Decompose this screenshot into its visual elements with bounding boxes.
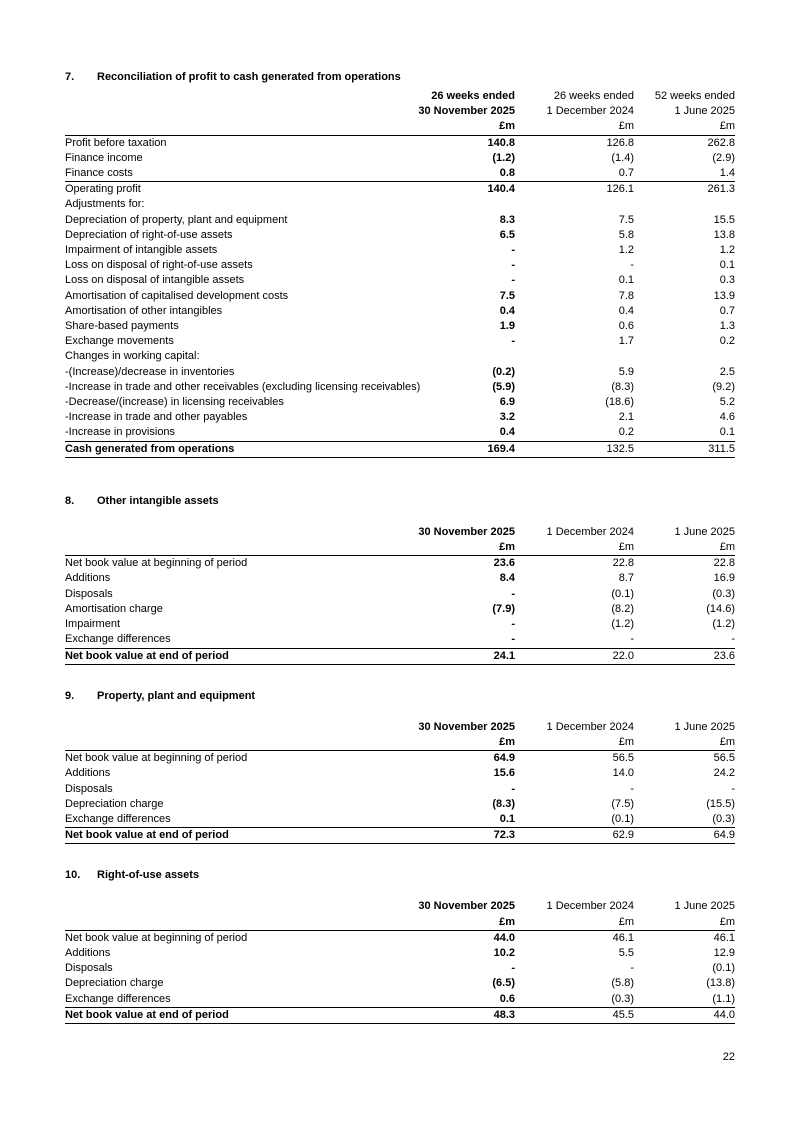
row-label: Depreciation charge <box>65 977 164 990</box>
row-value: 23.6 <box>493 557 515 570</box>
table-header-spacer <box>65 720 395 735</box>
row-label: Share-based payments <box>65 320 179 333</box>
row-value: - <box>511 259 515 272</box>
row-value: - <box>511 244 515 257</box>
table-header-cell: 1 June 2025 <box>674 525 735 538</box>
row-value: 16.9 <box>713 572 735 585</box>
table-row <box>65 273 735 288</box>
note-number: 8. <box>65 494 75 507</box>
row-value: (7.5) <box>611 797 634 810</box>
table-header-cell: 1 December 2024 <box>546 900 634 913</box>
row-value <box>395 197 515 212</box>
row-value: - <box>511 633 515 646</box>
table-header-cell: 1 December 2024 <box>546 105 634 118</box>
row-value: 0.1 <box>499 812 515 825</box>
table-row <box>65 258 735 273</box>
row-label: -Decrease/(increase) in licensing receivables <box>65 396 284 409</box>
note-table <box>65 525 735 665</box>
table-row <box>65 946 735 961</box>
table-row <box>65 828 735 844</box>
table-header-cell: 1 June 2025 <box>674 720 735 733</box>
note-title: Right-of-use assets <box>97 869 200 882</box>
table-header-cell: 30 November 2025 <box>418 525 515 538</box>
row-value: 22.0 <box>515 648 634 664</box>
table-row <box>65 812 735 828</box>
table-header-spacer <box>65 540 395 556</box>
row-value: - <box>630 782 634 795</box>
row-label: Exchange differences <box>65 633 171 646</box>
financial-table <box>65 720 735 845</box>
row-value: 7.5 <box>618 213 634 226</box>
row-value: (8.2) <box>611 602 634 615</box>
row-value: (14.6) <box>706 602 735 615</box>
row-label: Disposals <box>65 782 113 795</box>
row-label: Impairment <box>65 618 121 631</box>
table-row <box>65 930 735 946</box>
table-header-row <box>65 915 735 931</box>
row-label: -(Increase)/decrease in inventories <box>65 365 235 378</box>
row-value: 15.6 <box>493 767 515 780</box>
row-value: 0.4 <box>618 304 634 317</box>
row-value: - <box>630 259 634 272</box>
row-value <box>515 349 634 364</box>
row-label: Additions <box>65 946 111 959</box>
table-header-spacer <box>65 899 395 914</box>
row-value: 1.3 <box>719 320 735 333</box>
table-header-cell: £m <box>634 119 735 135</box>
note-title: Property, plant and equipment <box>97 689 256 702</box>
table-header-row <box>65 735 735 751</box>
row-value: - <box>630 633 634 646</box>
table-row <box>65 617 735 632</box>
row-value: 6.5 <box>499 228 515 241</box>
note-title: Reconciliation of profit to cash generated from operations <box>97 71 401 83</box>
row-value: (0.3) <box>712 587 735 600</box>
row-value: 13.9 <box>713 289 735 302</box>
row-value: 44.0 <box>493 931 515 944</box>
table-header-row <box>65 899 735 914</box>
table-row <box>65 766 735 781</box>
table-header-row <box>65 720 735 735</box>
row-value: 0.7 <box>618 167 634 180</box>
row-value: 5.9 <box>618 365 634 378</box>
row-value: (6.5) <box>492 977 515 990</box>
row-value: 46.1 <box>612 931 634 944</box>
row-value: (0.2) <box>492 365 515 378</box>
row-value: (13.8) <box>706 977 735 990</box>
table-row <box>65 961 735 976</box>
table-header-spacer <box>65 104 395 119</box>
financial-table <box>65 899 735 1024</box>
table-row <box>65 425 735 441</box>
row-value: 0.1 <box>719 259 735 272</box>
row-value: 132.5 <box>515 441 634 457</box>
row-value: - <box>511 335 515 348</box>
row-value: - <box>511 274 515 287</box>
row-label: -Increase in provisions <box>65 426 176 439</box>
table-row <box>65 289 735 304</box>
table-header-spacer <box>65 119 395 135</box>
row-label: Depreciation charge <box>65 797 164 810</box>
row-value: 8.4 <box>499 572 515 585</box>
row-value: 64.9 <box>493 752 515 765</box>
table-header-cell: 30 November 2025 <box>418 900 515 913</box>
row-value: 0.8 <box>499 167 515 180</box>
row-value: 0.2 <box>719 335 735 348</box>
row-value: 72.3 <box>395 828 515 844</box>
row-value: 1.2 <box>719 244 735 257</box>
note-title: Other intangible assets <box>97 494 219 507</box>
row-value: (1.2) <box>712 618 735 631</box>
row-value: 6.9 <box>499 396 515 409</box>
table-header-row <box>65 540 735 556</box>
table-header-spacer <box>65 915 395 931</box>
table-header-cell: 1 June 2025 <box>674 105 735 118</box>
table-row <box>65 243 735 258</box>
row-value <box>634 197 735 212</box>
row-value: 46.1 <box>713 931 735 944</box>
table-row <box>65 182 735 198</box>
row-value: 15.5 <box>713 213 735 226</box>
row-label: Finance income <box>65 151 143 164</box>
table-row <box>65 135 735 151</box>
table-header-cell: £m <box>634 735 735 751</box>
row-value: 169.4 <box>395 441 515 457</box>
row-value: 44.0 <box>634 1007 735 1023</box>
table-header-cell: £m <box>515 735 634 751</box>
row-label: Net book value at end of period <box>65 828 395 844</box>
row-label: Disposals <box>65 587 113 600</box>
row-value: 64.9 <box>634 828 735 844</box>
row-value: (0.1) <box>712 962 735 975</box>
table-row <box>65 602 735 617</box>
row-value: 0.4 <box>499 426 515 439</box>
table-row <box>65 441 735 457</box>
row-label: Disposals <box>65 962 113 975</box>
row-value <box>634 349 735 364</box>
table-header-row <box>65 525 735 540</box>
row-value: (8.3) <box>611 380 634 393</box>
row-value: 23.6 <box>634 648 735 664</box>
page-number: 22 <box>722 1051 735 1063</box>
row-value: 0.2 <box>618 426 634 439</box>
row-value: 261.3 <box>634 182 735 198</box>
table-row <box>65 587 735 602</box>
row-value: 0.1 <box>719 426 735 439</box>
table-row <box>65 1007 735 1023</box>
row-value: 140.8 <box>487 136 515 149</box>
row-value: 126.1 <box>515 182 634 198</box>
row-value: 62.9 <box>515 828 634 844</box>
row-label: Impairment of intangible assets <box>65 244 218 257</box>
row-value: 2.5 <box>719 365 735 378</box>
row-value: 1.7 <box>618 335 634 348</box>
note-number: 10. <box>65 869 81 882</box>
table-header-cell: £m <box>395 915 515 931</box>
note-7 <box>65 70 735 458</box>
table-row <box>65 395 735 410</box>
row-value: 45.5 <box>515 1007 634 1023</box>
row-label: Net book value at beginning of period <box>65 931 248 944</box>
row-value: (15.5) <box>706 797 735 810</box>
table-header-row <box>65 104 735 119</box>
row-label: Amortisation of capitalised development costs <box>65 289 289 302</box>
note-table <box>65 899 735 1024</box>
row-value: 0.1 <box>618 274 634 287</box>
table-row <box>65 380 735 395</box>
table-row <box>65 976 735 991</box>
table-row <box>65 632 735 648</box>
row-label: Loss on disposal of intangible assets <box>65 274 245 287</box>
row-value: (1.2) <box>611 618 634 631</box>
note-table <box>65 89 735 458</box>
table-row <box>65 213 735 228</box>
table-header-cell: 1 December 2024 <box>546 720 634 733</box>
row-value: - <box>511 962 515 975</box>
row-value: (0.1) <box>611 812 634 825</box>
row-value: 7.8 <box>618 289 634 302</box>
note-8 <box>65 494 735 665</box>
table-header-cell: £m <box>634 915 735 931</box>
row-value: 48.3 <box>395 1007 515 1023</box>
row-value: - <box>630 962 634 975</box>
row-label: Exchange movements <box>65 335 174 348</box>
row-value: 8.7 <box>618 572 634 585</box>
row-value: 24.2 <box>713 767 735 780</box>
table-header-cell: 30 November 2025 <box>418 105 515 118</box>
table-row <box>65 556 735 572</box>
row-value: 262.8 <box>707 136 735 149</box>
table-row <box>65 648 735 664</box>
table-header-cell: 1 December 2024 <box>546 525 634 538</box>
note-heading <box>65 494 735 508</box>
table-header-cell: 1 June 2025 <box>674 900 735 913</box>
row-value: 22.8 <box>713 557 735 570</box>
table-header-cell: 30 November 2025 <box>418 720 515 733</box>
row-value: 56.5 <box>713 752 735 765</box>
note-heading <box>65 868 735 882</box>
row-value: 14.0 <box>612 767 634 780</box>
row-label: Adjustments for: <box>65 198 145 211</box>
row-value: - <box>511 782 515 795</box>
table-header-cell: 26 weeks ended <box>431 90 515 102</box>
row-value: 0.3 <box>719 274 735 287</box>
note-9 <box>65 689 735 845</box>
table-header-cell: £m <box>515 540 634 556</box>
row-label: Exchange differences <box>65 992 171 1005</box>
financial-table <box>65 525 735 665</box>
row-value: (1.4) <box>611 151 634 164</box>
row-value: 12.9 <box>713 946 735 959</box>
table-header-cell: £m <box>395 119 515 135</box>
table-row <box>65 319 735 334</box>
table-row <box>65 751 735 767</box>
row-value: (8.3) <box>492 797 515 810</box>
row-value: (5.8) <box>611 977 634 990</box>
row-value: (0.1) <box>611 587 634 600</box>
row-value: (18.6) <box>605 396 634 409</box>
row-label: Amortisation charge <box>65 602 163 615</box>
row-value: 5.8 <box>618 228 634 241</box>
row-value: 311.5 <box>634 441 735 457</box>
row-label: Changes in working capital: <box>65 350 200 363</box>
table-row <box>65 571 735 586</box>
row-value: 0.4 <box>499 304 515 317</box>
row-value: (7.9) <box>492 602 515 615</box>
note-heading <box>65 689 735 703</box>
table-row <box>65 782 735 797</box>
row-label: Loss on disposal of right-of-use assets <box>65 259 253 272</box>
row-value: 10.2 <box>493 946 515 959</box>
row-value: 1.9 <box>499 320 515 333</box>
row-value: 2.1 <box>618 411 634 424</box>
table-header-cell: 26 weeks ended <box>553 90 634 102</box>
table-header-spacer <box>65 525 395 540</box>
row-value: 8.3 <box>499 213 515 226</box>
row-value: (2.9) <box>712 151 735 164</box>
row-label: Net book value at end of period <box>65 1007 395 1023</box>
table-header-cell: £m <box>395 540 515 556</box>
table-row <box>65 992 735 1008</box>
table-header-spacer <box>65 89 395 104</box>
table-row <box>65 365 735 380</box>
row-label: Finance costs <box>65 167 133 180</box>
table-header-cell: £m <box>515 915 634 931</box>
row-value: 56.5 <box>612 752 634 765</box>
table-row <box>65 349 735 364</box>
row-value: 1.4 <box>719 167 735 180</box>
row-label: -Increase in trade and other payables <box>65 411 248 424</box>
row-label: Profit before taxation <box>65 136 167 149</box>
note-number: 7. <box>65 71 75 83</box>
table-row <box>65 228 735 243</box>
row-label: Depreciation of property, plant and equipment <box>65 213 288 226</box>
row-value: - <box>511 618 515 631</box>
row-label: Operating profit <box>65 182 395 198</box>
note-10 <box>65 868 735 1024</box>
table-row <box>65 410 735 425</box>
row-value: 7.5 <box>499 289 515 302</box>
table-header-cell: 52 weeks ended <box>654 90 735 102</box>
row-label: Additions <box>65 572 111 585</box>
row-value: (0.3) <box>611 992 634 1005</box>
row-value: 126.8 <box>606 136 634 149</box>
table-header-row <box>65 89 735 104</box>
note-table <box>65 720 735 845</box>
row-value: (0.3) <box>712 812 735 825</box>
row-label: Amortisation of other intangibles <box>65 304 223 317</box>
table-row <box>65 304 735 319</box>
table-header-row <box>65 119 735 135</box>
table-header-cell: £m <box>395 735 515 751</box>
row-value: - <box>511 587 515 600</box>
row-value: - <box>731 782 735 795</box>
row-label: -Increase in trade and other receivables (excluding licensing receivables) <box>65 380 421 393</box>
table-header-spacer <box>65 735 395 751</box>
row-value: 1.2 <box>618 244 634 257</box>
row-value: 22.8 <box>612 557 634 570</box>
row-label: Net book value at end of period <box>65 648 395 664</box>
table-row <box>65 197 735 212</box>
row-label: Net book value at beginning of period <box>65 557 248 570</box>
row-label: Net book value at beginning of period <box>65 752 248 765</box>
table-row <box>65 166 735 182</box>
table-header-cell: £m <box>515 119 634 135</box>
row-value: 0.6 <box>499 992 515 1005</box>
row-value: 0.7 <box>719 304 735 317</box>
row-value: 5.2 <box>719 396 735 409</box>
row-value: - <box>731 633 735 646</box>
note-number: 9. <box>65 689 75 702</box>
row-value: 4.6 <box>719 411 735 424</box>
row-value: (5.9) <box>492 380 515 393</box>
row-value: (1.2) <box>492 151 515 164</box>
row-value: 5.5 <box>618 946 634 959</box>
row-value <box>395 349 515 364</box>
row-label: Additions <box>65 767 111 780</box>
row-value: 13.8 <box>713 228 735 241</box>
note-heading <box>65 70 735 84</box>
row-label: Depreciation of right-of-use assets <box>65 228 233 241</box>
table-row <box>65 797 735 812</box>
table-header-cell: £m <box>634 540 735 556</box>
row-value: (9.2) <box>712 380 735 393</box>
row-value: 140.4 <box>395 182 515 198</box>
financial-table <box>65 89 735 458</box>
row-value: 0.6 <box>618 320 634 333</box>
row-label: Cash generated from operations <box>65 441 395 457</box>
row-label: Exchange differences <box>65 812 171 825</box>
row-value <box>515 197 634 212</box>
row-value: 24.1 <box>395 648 515 664</box>
table-row <box>65 334 735 349</box>
row-value: 3.2 <box>499 411 515 424</box>
row-value: (1.1) <box>712 992 735 1005</box>
table-row <box>65 151 735 166</box>
